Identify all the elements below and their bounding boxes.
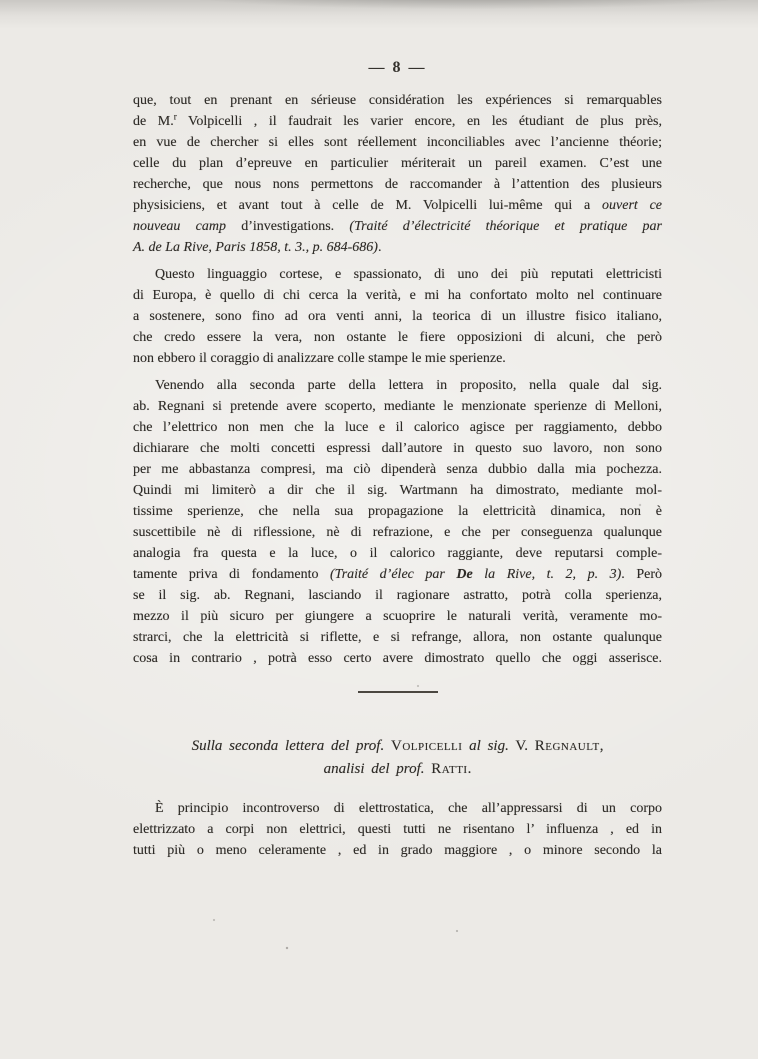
text-line: analogia fra questa e la luce, o il calorico raggiante, deve reputarsi comple- (133, 546, 662, 561)
text-line: analisi del prof. Ratti. (323, 761, 472, 777)
text-line: ab. Regnani si pretende avere scoperto, mediante le menzionate sperienze di Melloni, (133, 399, 662, 414)
text-line: tamente priva di fondamento (Traité d’élec par De la Rive, t. 2, p. 3). Però (133, 567, 663, 582)
text-line: cosa in contrario , potrà esso certo avere dimostrato quello che oggi asserisce. (133, 651, 662, 666)
text-block (133, 90, 662, 861)
text-line: tissime sperienze, che nella sua propagazione la elettricità dinamica, non è (133, 504, 662, 519)
text-line: dichiarare che molti concetti espressi dall’autore in questo suo lavoro, non sono (133, 441, 662, 456)
text-line: per me abbastanza compresi, ma ciò dipenderà senza dubbio dalla mia pochezza. (133, 462, 662, 477)
text-line: nouveau camp d’investigations. (Traité d’électricité théorique et pratique par (133, 219, 662, 234)
section-heading (133, 735, 662, 781)
paragraph (133, 798, 662, 861)
text-line: recherche, que nous nons permettons de raccomander à l’attention des plusieurs (133, 177, 662, 192)
paragraph (133, 375, 662, 669)
text-line: se il sig. ab. Regnani, lasciando il ragionare astratto, potrà colla sperienza, (133, 588, 662, 603)
text-line: tutti più o meno celeramente , ed in grado maggiore , o minore secondo la (133, 843, 662, 858)
text-line: elettrizzato a corpi non elettrici, questi tutti ne risentano l’ influenza , ed in (133, 822, 662, 837)
text-line: non ebbero il coraggio di analizzare colle stampe le mie sperienze. (133, 351, 506, 366)
text-line: A. de La Rive, Paris 1858, t. 3., p. 684-686). (133, 240, 382, 255)
paragraph (133, 90, 662, 258)
text-line: Venendo alla seconda parte della lettera in proposito, nella quale dal sig. (155, 378, 662, 393)
text-line: que, tout en prenant en sérieuse considération les expériences si remarquables (133, 93, 662, 108)
text-line: de M.$^r$ Volpicelli , il faudrait les varier encore, en les étudiant de plus près, (133, 111, 662, 129)
text-line: a sostenere, sono fino ad ora venti anni, la teorica di un illustre fisico italiano, (133, 309, 662, 324)
text-line: Sulla seconda lettera del prof. Volpicelli al sig. V. Regnault, (191, 738, 604, 754)
text-line: en vue de chercher si elles sont réellement inconciliables avec l’ancienne théorie; (133, 135, 662, 150)
text-line: mezzo il più sicuro per giungere a scuoprire le naturali verità, veramente mo- (133, 609, 662, 624)
paragraph (133, 264, 662, 369)
text-line: che credo essere la vera, non ostante le fiere opposizioni di alcuni, che però (133, 330, 662, 345)
text-line: Questo linguaggio cortese, e spassionato, di uno dei più reputati elettricisti (155, 267, 662, 282)
text-line: di Europa, è quello di chi cerca la verità, e mi ha confortato molto nel continuare (133, 288, 662, 303)
text-line: physisiciens, et avant tout à celle de M. Volpicelli lui-même qui a ouvert ce (133, 198, 662, 213)
text-line: suscettibile nè di riflessione, nè di refrazione, e che per conseguenza qualunque (133, 525, 662, 540)
section-divider (358, 691, 438, 693)
text-line: celle du plan d’epreuve en particulier mériterait un pareil examen. C’est une (133, 156, 662, 171)
text-line: strarci, che la elettricità si riflette, e si refrange, allora, non ostante qualunque (133, 630, 662, 645)
text-line: che l’elettrico non men che la luce e il calorico agisce per raggiamento, debbo (133, 420, 662, 435)
text-line: È principio incontroverso di elettrostatica, che all’appressarsi di un corpo (155, 801, 662, 816)
page-number: — 8 — (368, 59, 427, 76)
text-line: Quindi mi limiterò a dir che il sig. Wartmann ha dimostrato, mediante mol- (133, 483, 662, 498)
